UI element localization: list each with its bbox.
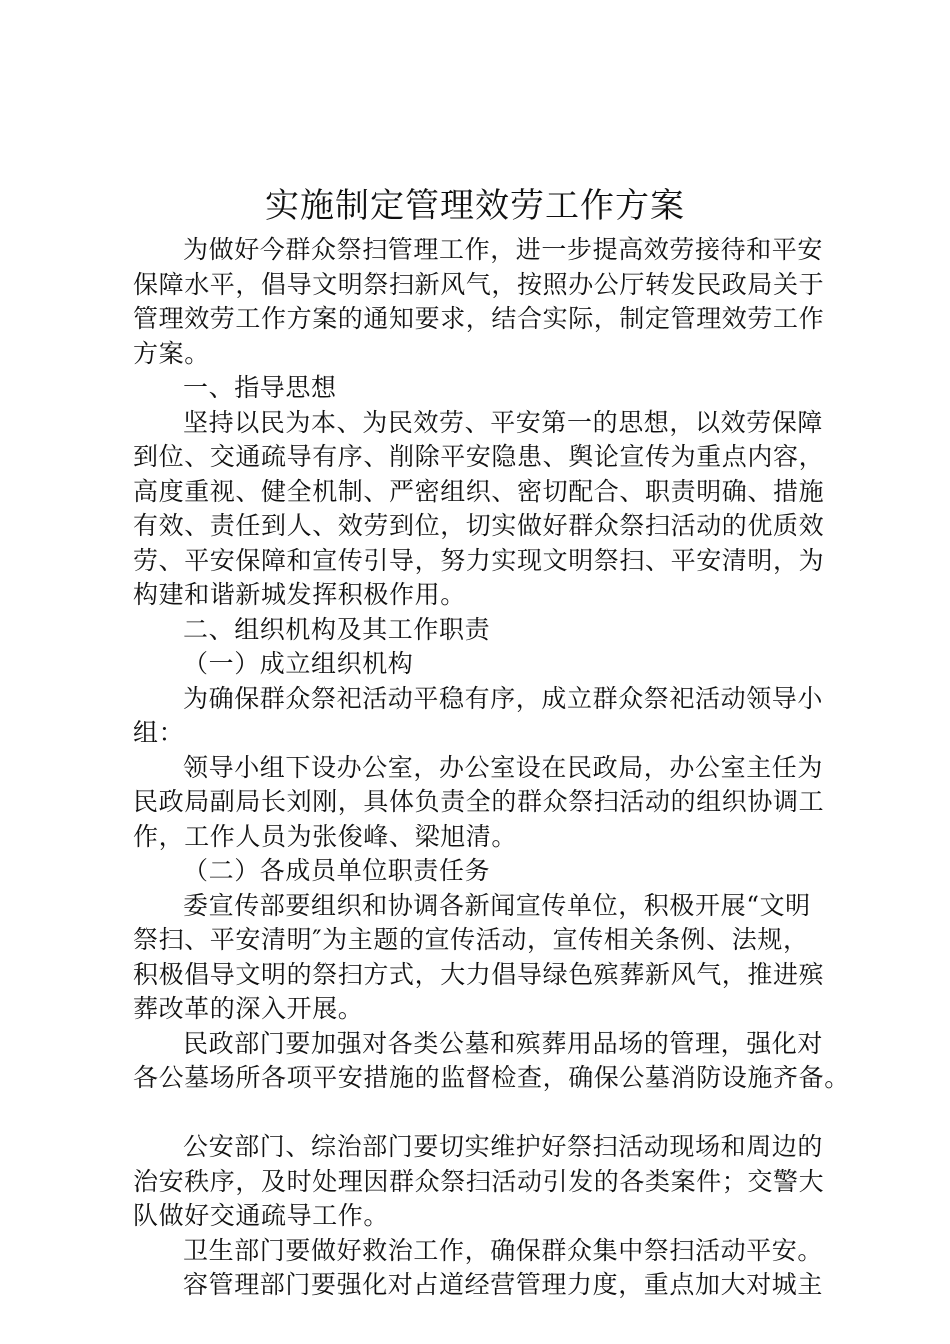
paragraph-line: 组： <box>133 718 185 747</box>
paragraph-line: 管理效劳工作方案的通知要求，结合实际，制定管理效劳工作 <box>133 304 825 333</box>
document-body <box>133 233 850 1303</box>
subsection-heading: （二）各成员单位职责任务 <box>183 856 491 885</box>
paragraph-line: 容管理部门要强化对占道经营管理力度，重点加大对城主 <box>183 1270 824 1299</box>
paragraph-line: 到位、交通疏导有序、削除平安隐患、舆论宣传为重点内容， <box>133 442 825 471</box>
paragraph-line: 队做好交通疏导工作。 <box>133 1201 390 1230</box>
paragraph-line: 构建和谐新城发挥积极作用。 <box>133 580 466 609</box>
document-title: 实施制定管理效劳工作方案 <box>265 186 685 226</box>
paragraph-line: 积极倡导文明的祭扫方式，大力倡导绿色殡葬新风气，推进殡 <box>133 959 825 989</box>
paragraph-line: 治安秩序，及时处理因群众祭扫活动引发的各类案件；交警大 <box>133 1166 825 1196</box>
paragraph-line: 为确保群众祭祀活动平稳有序，成立群众祭祀活动领导小 <box>183 683 824 713</box>
paragraph-line: 民政局副局长刘刚，具体负责全的群众祭扫活动的组织协调工 <box>133 787 825 816</box>
paragraph-line: 委宣传部要组织和协调各新闻宣传单位，积极开展“文明 <box>183 890 811 920</box>
paragraph-line: 方案。 <box>133 338 210 368</box>
section-heading: 一、指导思想 <box>183 373 337 402</box>
section-heading: 二、组织机构及其工作职责 <box>183 614 491 644</box>
paragraph-line: 保障水平，倡导文明祭扫新风气，按照办公厅转发民政局关于 <box>133 269 825 299</box>
paragraph-line: 公安部门、综治部门要切实维护好祭扫活动现场和周边的 <box>183 1132 824 1161</box>
paragraph-line: 民政部门要加强对各类公墓和殡葬用品场的管理，强化对 <box>183 1028 824 1058</box>
paragraph-line: 有效、责任到人、效劳到位，切实做好群众祭扫活动的优质效 <box>133 511 825 540</box>
paragraph-line: 作，工作人员为张俊峰、梁旭清。 <box>133 821 518 851</box>
paragraph-line: 各公墓场所各项平安措施的监督检查，确保公墓消防设施齐备。 <box>133 1063 850 1092</box>
paragraph-line: 祭扫、平安清明″为主题的宣传活动，宣传相关条例、法规， <box>133 925 809 954</box>
paragraph-line: 卫生部门要做好救治工作，确保群众集中祭扫活动平安。 <box>183 1235 824 1265</box>
blank-line <box>133 1096 823 1131</box>
paragraph-line: 高度重视、健全机制、严密组织、密切配合、职责明确、措施 <box>133 476 825 506</box>
paragraph-line: 为做好今群众祭扫管理工作，进一步提高效劳接待和平安 <box>183 235 824 264</box>
paragraph-line: 领导小组下设办公室，办公室设在民政局，办公室主任为 <box>183 752 824 782</box>
paragraph-line: 坚持以民为本、为民效劳、平安第一的思想，以效劳保障 <box>183 407 824 437</box>
paragraph-line: 劳、平安保障和宣传引导，努力实现文明祭扫、平安清明，为 <box>133 545 825 575</box>
paragraph-line: 葬改革的深入开展。 <box>133 994 364 1023</box>
subsection-heading: （一）成立组织机构 <box>183 649 414 678</box>
